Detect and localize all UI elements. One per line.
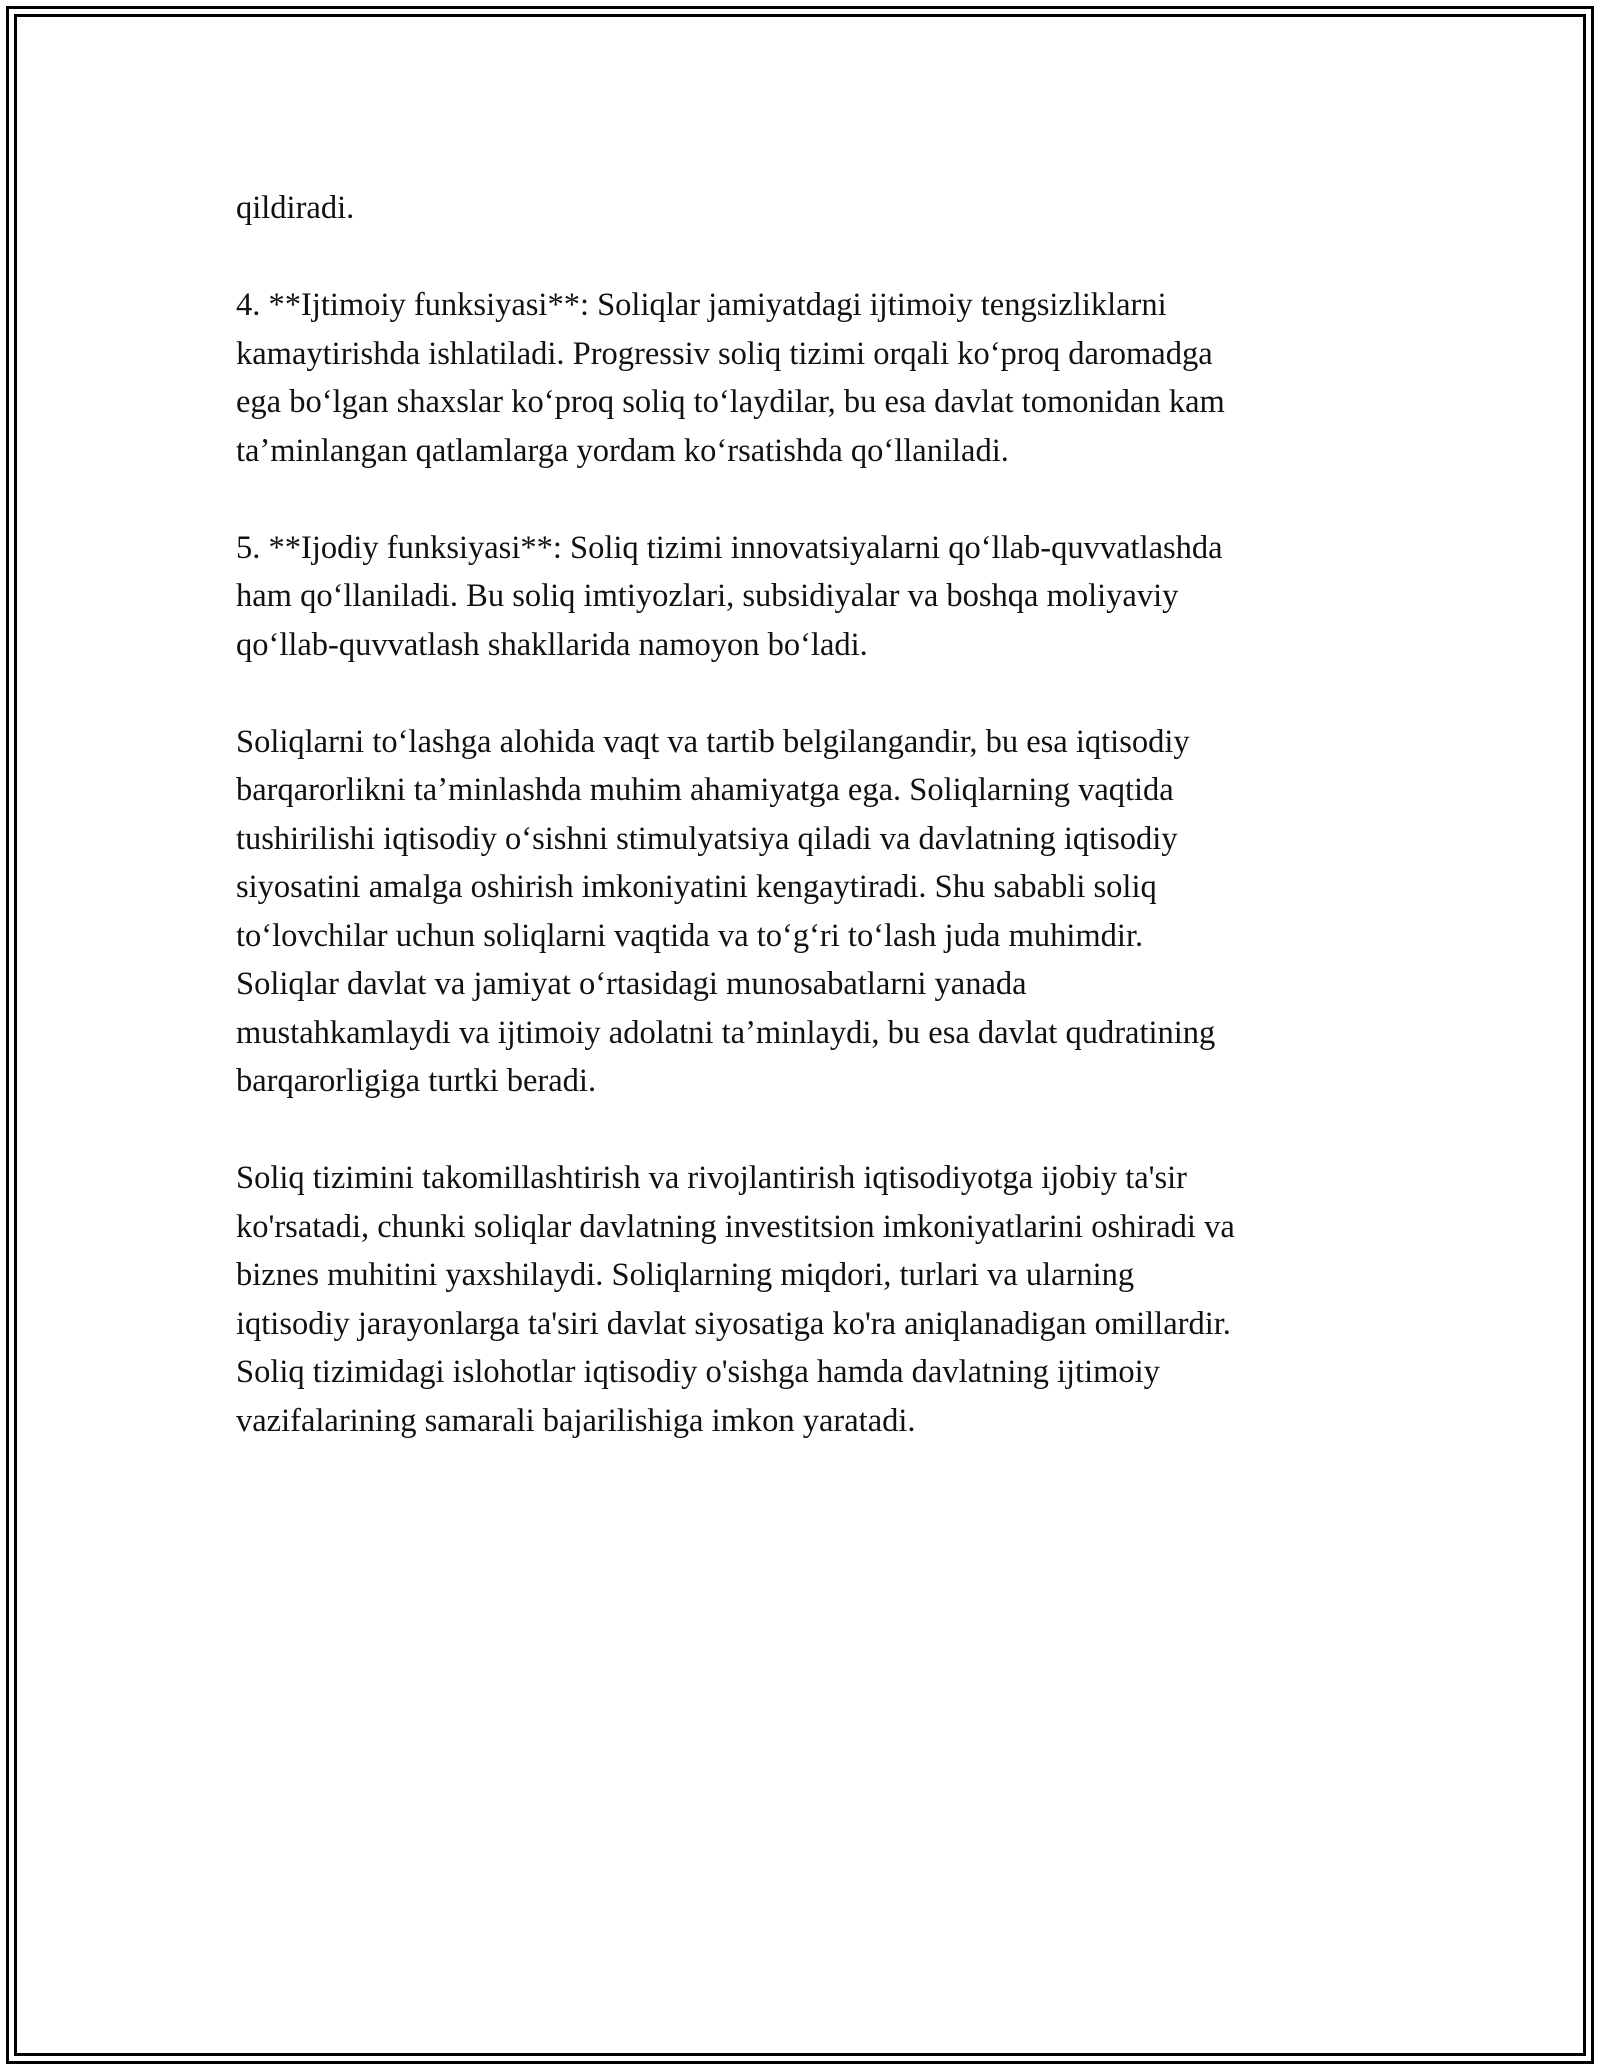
text-line: qoʻllab-quvvatlash shakllarida namoyon boʻladi. [236,626,868,663]
paragraph-payment-timing [236,718,1386,1106]
paragraph-tax-reform [236,1154,1386,1445]
text-line: Soliq tizimini takomillashtirish va rivojlantirish iqtisodiyotga ijobiy ta'sir [236,1160,1188,1196]
text-line: toʻlovchilar uchun soliqlarni vaqtida va toʻgʻri toʻlash juda muhimdir. [236,917,1144,954]
text-line: mustahkamlaydi va ijtimoiy adolatni taʼminlaydi, bu esa davlat qudratining [236,1014,1216,1051]
text-line: 4. **Ijtimoiy funksiyasi**: Soliqlar jamiyatdagi ijtimoiy tengsizliklarni [236,287,1167,323]
paragraph-item-4 [236,281,1386,475]
paragraph-item-5 [236,524,1386,670]
text-line: Soliqlar davlat va jamiyat oʻrtasidagi munosabatlarni yanada [236,966,1027,1002]
text-line: kamaytirishda ishlatiladi. Progressiv soliq tizimi orqali koʻproq daromadga [236,335,1213,372]
text-line: Soliq tizimidagi islohotlar iqtisodiy o'sishga hamda davlatning ijtimoiy [236,1354,1160,1390]
text-line: iqtisodiy jarayonlarga ta'siri davlat siyosatiga ko'ra aniqlanadigan omillardir. [236,1305,1231,1342]
text-line: 5. **Ijodiy funksiyasi**: Soliq tizimi innovatsiyalarni qoʻllab-quvvatlashda [236,529,1223,566]
text-line: ega boʻlgan shaxslar koʻproq soliq toʻlaydilar, bu esa davlat tomonidan kam [236,384,1225,420]
document-body [236,184,1386,1494]
paragraph-continuation [236,184,1386,233]
text-line: ham qoʻllaniladi. Bu soliq imtiyozlari, subsidiyalar va boshqa moliyaviy [236,578,1179,614]
text-line: siyosatini amalga oshirish imkoniyatini kengaytiradi. Shu sababli soliq [236,869,1157,905]
text-line: vazifalarining samarali bajarilishiga imkon yaratadi. [236,1402,916,1439]
text-line: biznes muhitini yaxshilaydi. Soliqlarning miqdori, turlari va ularning [236,1257,1135,1293]
text-line: Soliqlarni toʻlashga alohida vaqt va tartib belgilangandir, bu esa iqtisodiy [236,723,1190,760]
text-line: taʼminlangan qatlamlarga yordam koʻrsatishda qoʻllaniladi. [236,432,1009,469]
text-line: barqarorligiga turtki beradi. [236,1063,597,1099]
text-line: tushirilishi iqtisodiy oʻsishni stimulyatsiya qiladi va davlatning iqtisodiy [236,820,1178,857]
text-line: barqarorlikni taʼminlashda muhim ahamiyatga ega. Soliqlarning vaqtida [236,772,1174,808]
text-line: ko'rsatadi, chunki soliqlar davlatning investitsion imkoniyatlarini oshiradi va [236,1208,1235,1245]
text-line: qildiradi. [236,190,355,226]
